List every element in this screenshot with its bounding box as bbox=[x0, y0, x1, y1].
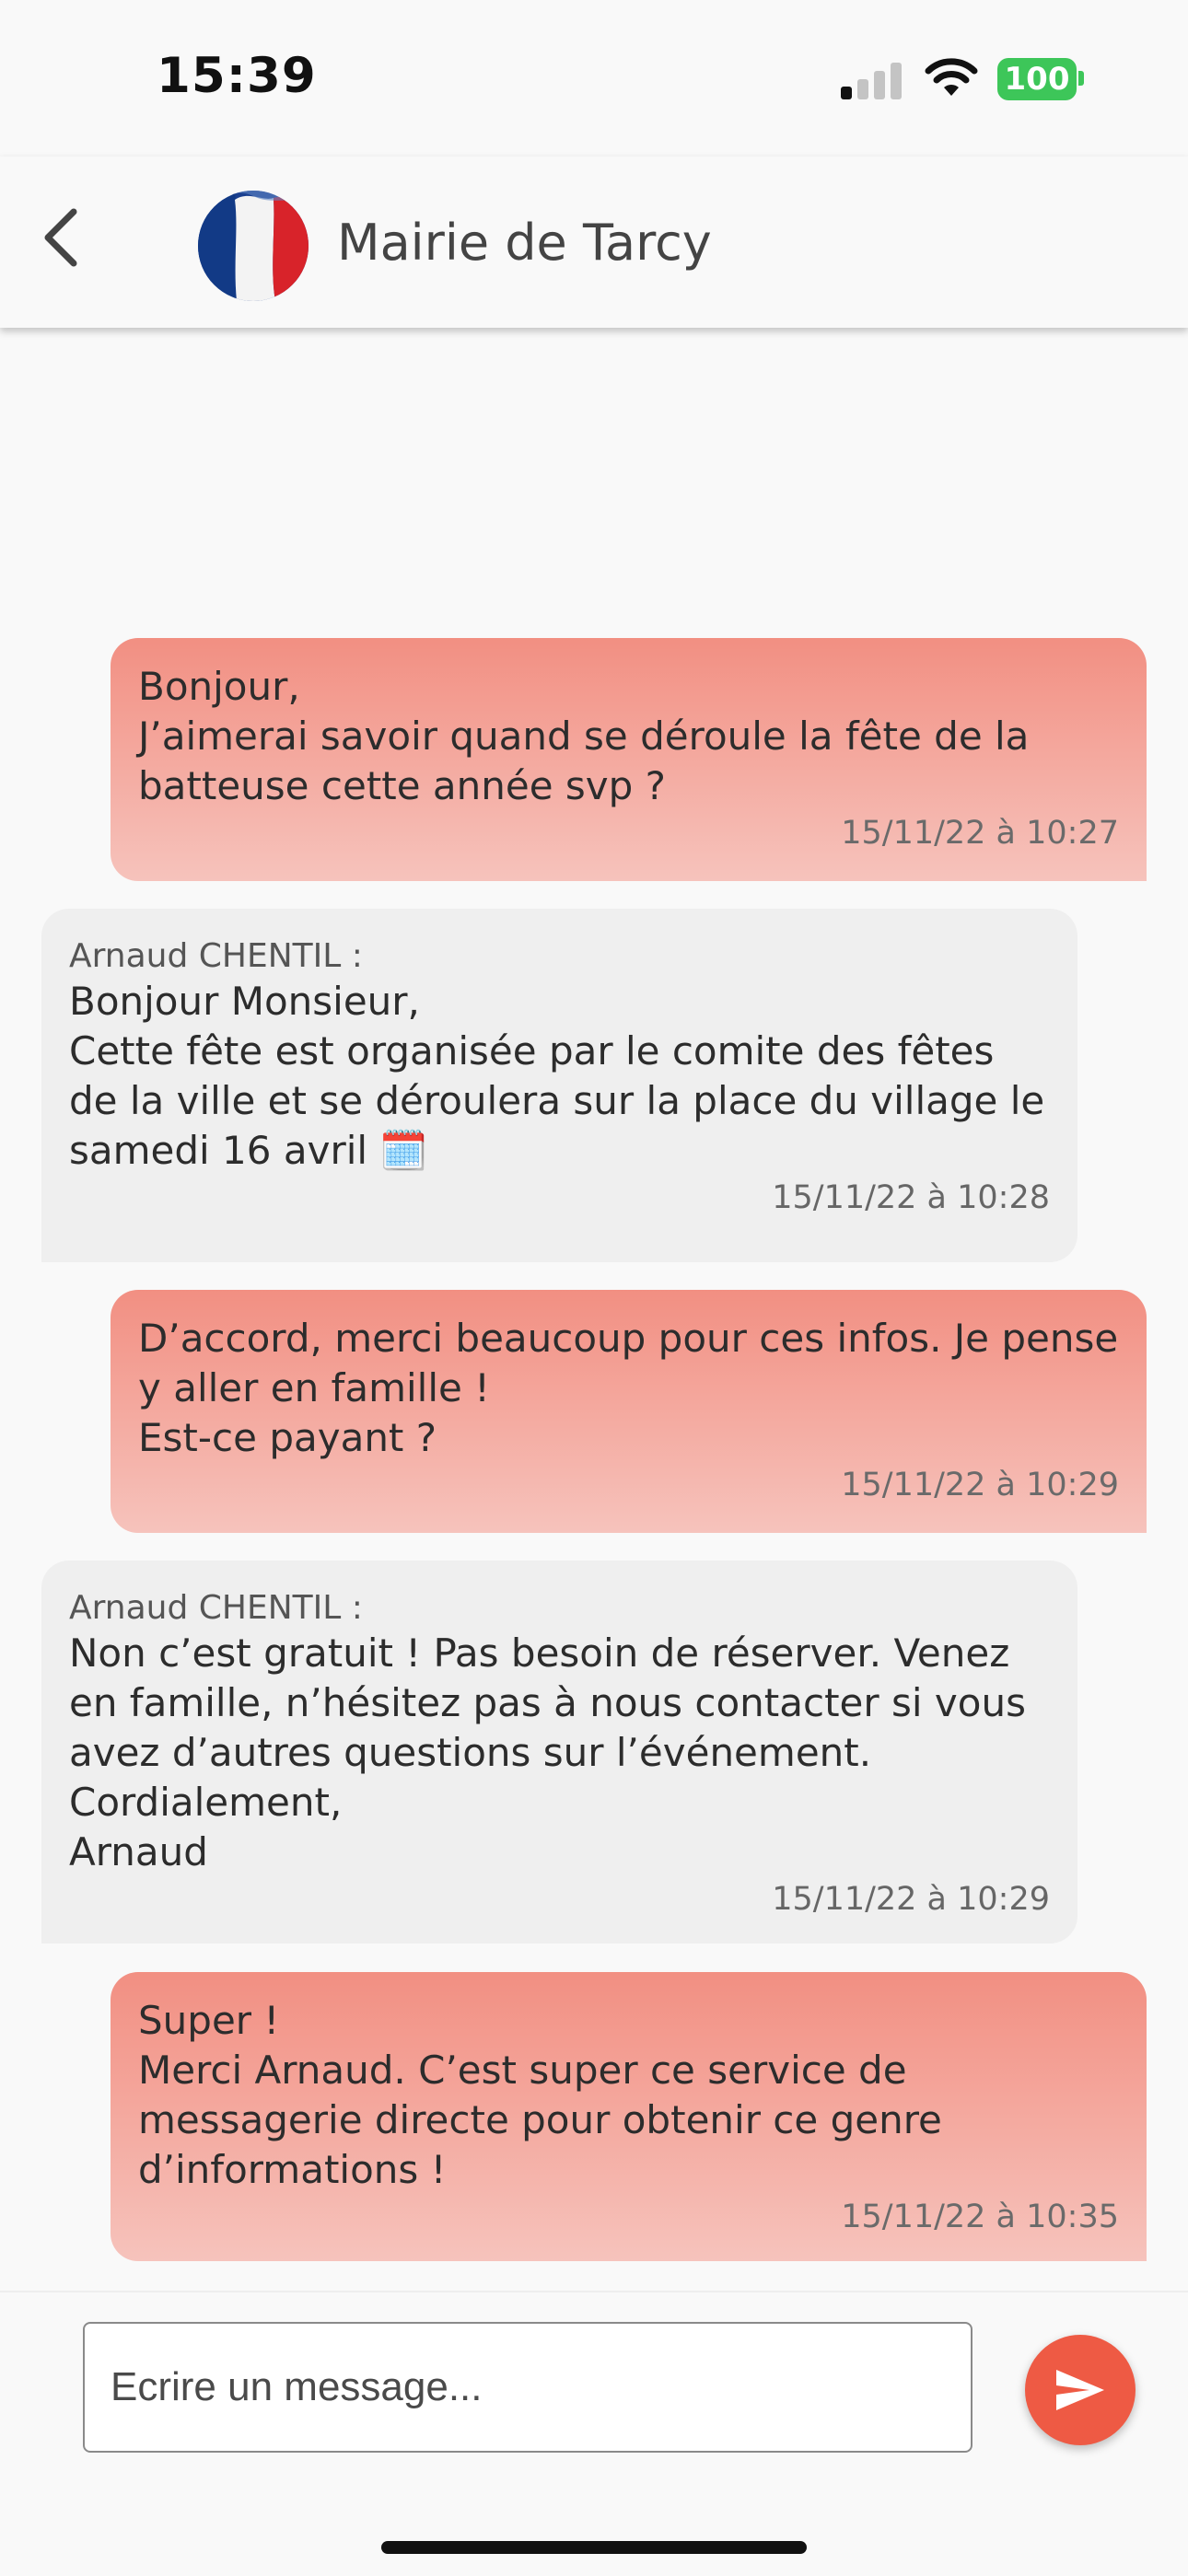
status-time: 15:39 bbox=[157, 48, 317, 104]
back-button[interactable] bbox=[33, 206, 88, 269]
chat-header bbox=[0, 157, 1188, 328]
avatar[interactable] bbox=[198, 191, 309, 301]
message-input[interactable] bbox=[83, 2322, 973, 2453]
outgoing-message bbox=[111, 1290, 1147, 1533]
battery-icon: 100 bbox=[997, 58, 1077, 100]
chevron-left-icon bbox=[42, 208, 79, 267]
home-indicator[interactable] bbox=[381, 2541, 807, 2554]
status-bar bbox=[0, 0, 1188, 157]
message-sender: Arnaud CHENTIL : bbox=[69, 1589, 363, 1627]
outgoing-message bbox=[111, 1972, 1147, 2261]
message-text: Super ! Merci Arnaud. C’est super ce service de messagerie directe pour obtenir ce genre d’informations ! bbox=[138, 1998, 942, 2192]
battery-nub bbox=[1078, 71, 1084, 86]
send-icon bbox=[1054, 2368, 1106, 2412]
incoming-message bbox=[41, 909, 1077, 1262]
message-list[interactable] bbox=[0, 328, 1188, 2291]
conversation-title: Mairie de Tarcy bbox=[337, 214, 712, 272]
send-button[interactable] bbox=[1025, 2335, 1136, 2445]
outgoing-message bbox=[111, 638, 1147, 881]
message-timestamp: 15/11/22 à 10:35 bbox=[841, 2199, 1119, 2235]
message-timestamp: 15/11/22 à 10:29 bbox=[841, 1467, 1119, 1503]
incoming-message bbox=[41, 1561, 1077, 1944]
message-timestamp: 15/11/22 à 10:27 bbox=[841, 815, 1119, 852]
cellular-signal-icon bbox=[841, 61, 905, 99]
message-text: Bonjour Monsieur, Cette fête est organisée par le comite des fêtes de la ville et se déroulera sur la place du village le samedi 16 avril 🗓️ bbox=[69, 979, 1045, 1173]
message-composer bbox=[0, 2291, 1188, 2576]
message-text: Non c’est gratuit ! Pas besoin de réserver. Venez en famille, n’hésitez pas à nous contacter si vous avez d’autres questions sur l’événement. Cordialement, Arnaud bbox=[69, 1630, 1026, 1874]
message-timestamp: 15/11/22 à 10:28 bbox=[772, 1179, 1050, 1216]
message-timestamp: 15/11/22 à 10:29 bbox=[772, 1881, 1050, 1918]
message-text: D’accord, merci beaucoup pour ces infos. Je pense y aller en famille ! Est-ce payant ? bbox=[138, 1316, 1119, 1460]
message-text: Bonjour, J’aimerai savoir quand se déroule la fête de la batteuse cette année svp ? bbox=[138, 664, 1030, 808]
message-sender: Arnaud CHENTIL : bbox=[69, 937, 363, 975]
french-flag-icon bbox=[198, 191, 309, 301]
wifi-icon bbox=[924, 55, 979, 99]
